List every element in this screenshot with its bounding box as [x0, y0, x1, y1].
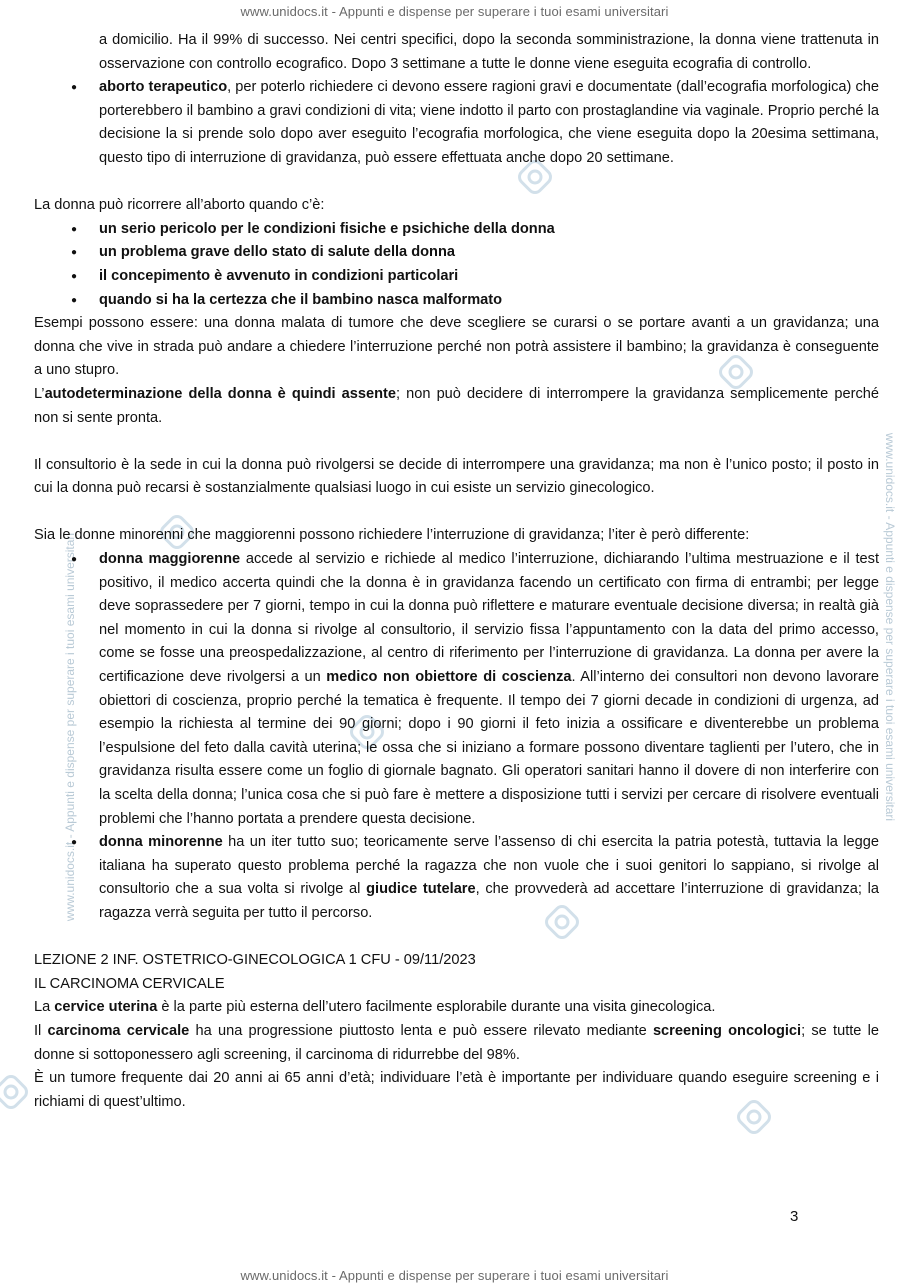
paragraph-examples: Esempi possono essere: una donna malata di tumore che deve scegliere se curarsi o se portare avanti a un gravidanza; una donna che vive in strada può andare a chiedere l’interruzione perché non potrà assistere il bambino; la gravidanza è conseguente a uno stupro.	[34, 315, 879, 379]
bullet-list-iter	[34, 548, 879, 926]
watermark-logo-icon	[0, 1075, 28, 1109]
bullet-list-conditions	[34, 218, 879, 312]
paragraph-autodetermination: L’autodeterminazione della donna è quindi assente; non può decidere di interrompere la gravidanza semplicemente perché non si sente pronta.	[34, 385, 879, 426]
continued-paragraph: a domicilio. Ha il 99% di successo. Nei centri specifici, dopo la seconda somministrazione, la donna viene trattenuta in osservazione con controllo ecografico. Dopo 3 settimane a tutte le donne viene eseguita ecografia di controllo.	[99, 32, 879, 72]
paragraph-consultorio: Il consultorio è la sede in cui la donna può rivolgersi se decide di interrompere una gravidanza; ma non è l’unico posto; il posto in cui la donna può recarsi è sostanzialmente qualsiasi luogo in cui esiste un servizio ginecologico.	[34, 456, 879, 497]
watermark-right: www.unidocs.it - Appunti e dispense per superare i tuoi esami universitari	[883, 432, 897, 822]
paragraph-carcinoma: Il carcinoma cervicale ha una progressione piuttosto lenta e può essere rilevato mediante screening oncologici; se tutte le donne si sottoponessero agli screening, il carcinoma di ridurrebbe del 98%.	[34, 1022, 880, 1063]
watermark-top: www.unidocs.it - Appunti e dispense per superare i tuoi esami universitari	[240, 4, 669, 19]
paragraph-abort-conditions: La donna può ricorrere all’aborto quando c’è:	[34, 197, 325, 214]
list-item-aborto-terapeutico: ● aborto terapeutico, per poterlo richiedere ci devono essere ragioni gravi e documentate (dall’ecografia morfologica) che porterebbero il bambino a gravi condizioni di vita; viene indotto il parto con prostaglandine via vaginale. Proprio perché la decisione la si prende solo dopo aver eseguito l’ecografia morfologica, che viene eseguita dopo la 20esima settimana, questo tipo di interruzione di gravidanza, può essere effettuata anche dopo 20 settimane.	[34, 76, 879, 170]
paragraph-cervice: La cervice uterina è la parte più esterna dell’utero facilmente esplorabile durante una visita ginecologica.	[34, 999, 716, 1016]
list-item-maggiorenne: ● donna maggiorenne accede al servizio e richiede al medico l’interruzione, dichiarando l’ultima mestruazione e il test positivo, il medico accerta quindi che la donna è in gravidanza facendo un certificato con firma di entrambi; per legge deve soprassedere per 7 giorni, tempo in cui la donna può riflettere e maturare eventuale decisione diversa; in realtà già nel momento in cui la donna si rivolge al consultorio, il servizio fissa l’appuntamento con la data del primo accesso, come se fosse una preospedalizzazione, al centro di riferimento per l’interruzione di gravidanza. La donna per avere la certificazione deve rivolgersi a un medico non obiettore di coscienza. All’interno dei consultori non devono lavorare obiettori di coscienza, proprio perché la tematica è frequente. Il tempo dei 7 giorni decade in condizioni di urgenza, ad esempio la richiesta al termine dei 90 giorni; dopo i 90 giorni il feto inizia a ossificare e diventerebbe un problema l’espulsione del feto dalla cavità uterina; le ossa che si iniziano a formare possono diventare taglienti per l’utero, che in gravidanza risulta essere come un foglio di giornale bagnato. Gli operatori sanitari hanno il dovere di non interferire con la scelta della donna; l’unica cosa che si può fare è mettere a disposizione tutti i servizi per cercare di risolvere eventuali problemi che l’hanno portata a prendere questa decisione.	[34, 548, 879, 831]
list-item: ● quando si ha la certezza che il bambino nasca malformato	[34, 289, 879, 313]
section-title: IL CARCINOMA CERVICALE	[34, 975, 225, 992]
list-item: ● il concepimento è avvenuto in condizioni particolari	[34, 265, 879, 289]
document-body	[34, 29, 879, 1114]
watermark-left: www.unidocs.it - Appunti e dispense per superare i tuoi esami universitari	[63, 532, 77, 922]
watermark-bottom: www.unidocs.it - Appunti e dispense per superare i tuoi esami universitari	[240, 1268, 669, 1283]
bold-term: aborto terapeutico	[99, 79, 228, 96]
list-item: ● un serio pericolo per le condizioni fisiche e psichiche della donna	[34, 218, 879, 242]
list-item: ● un problema grave dello stato di salute della donna	[34, 241, 879, 265]
lesson-header: LEZIONE 2 INF. OSTETRICO-GINECOLOGICA 1 CFU - 09/11/2023	[34, 952, 476, 969]
bullet-list-abortion-types	[34, 76, 879, 170]
paragraph-minorenni: Sia le donne minorenni che maggiorenni possono richiedere l’interruzione di gravidanza; l’iter è però differente:	[34, 527, 750, 544]
list-item-minorenne: ● donna minorenne ha un iter tutto suo; teoricamente serve l’assenso di chi esercita la patria potestà, tuttavia la legge italiana ha superato questo problema perché la ragazza che non vuole che i suoi genitori lo sappiano, si rivolge al consultorio che a sua volta si rivolge al giudice tutelare, che provvederà ad accettare l’interruzione di gravidanza; la ragazza verrà seguita per tutto il percorso.	[34, 831, 879, 925]
page-number: 3	[790, 1208, 799, 1225]
paragraph-tumore: È un tumore frequente dai 20 anni ai 65 anni d’età; individuare l’età è importante per individuare quando eseguire screening e i richiami di quest’ultimo.	[34, 1070, 879, 1110]
